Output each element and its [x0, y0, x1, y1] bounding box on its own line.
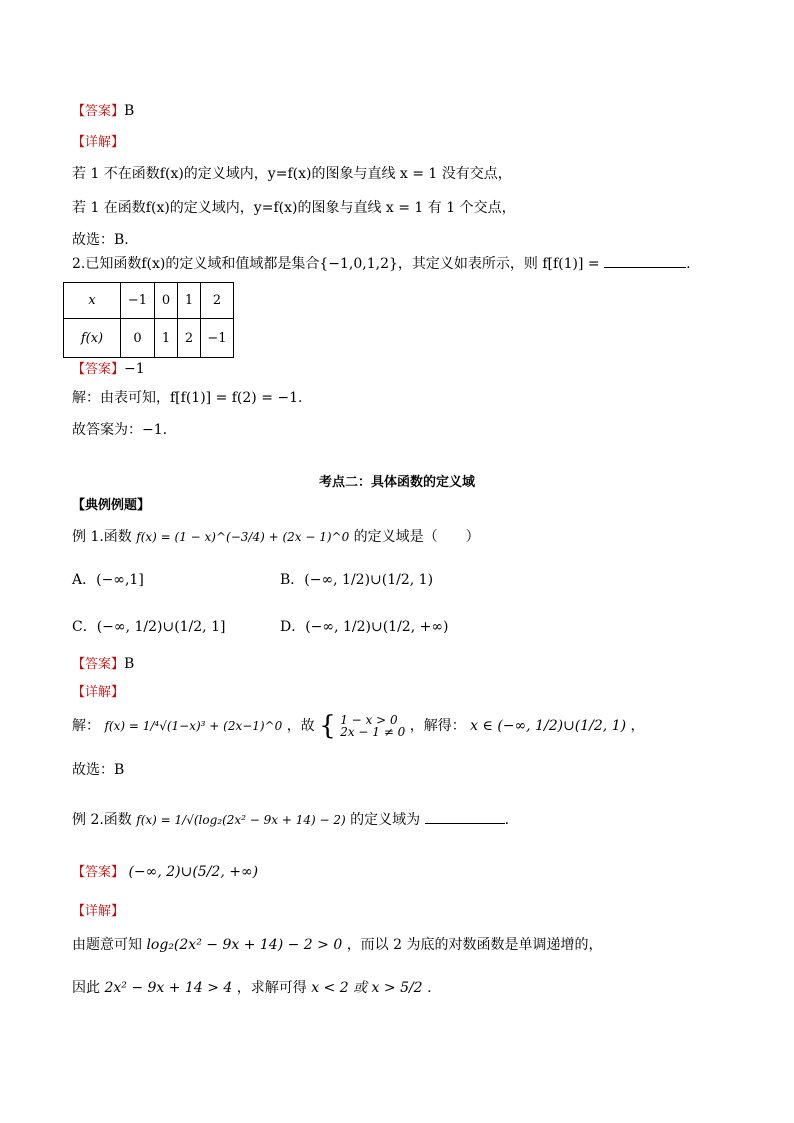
table-row	[64, 319, 234, 358]
ex2-line1	[72, 935, 603, 955]
ex1-solution	[72, 712, 645, 746]
brace-icon: {	[319, 711, 336, 741]
q2-question: 2.已知函数f(x)的定义域和值域都是集合{−1,0,1,2}，其定义如表所示，则 f[f(1)] = .	[72, 256, 691, 272]
line2-end: .	[427, 980, 432, 996]
answer-value: B	[124, 103, 135, 119]
detail-tag: 【详解】	[72, 135, 125, 150]
ex1-formula: f(x) = (1 − x)^(−3/4) + (2x − 1)^0	[136, 530, 350, 544]
q2-solution: 解：由表可知，f[f(1)] = f(2) = −1.	[72, 390, 303, 406]
q1-line1: 若 1 不在函数f(x)的定义域内，y=f(x)的图象与直线 x = 1 没有交点，	[72, 166, 512, 182]
ex2-formula: f(x) = 1/√(log₂(2x² − 9x + 14) − 2)	[136, 813, 346, 827]
table-cell: 2	[178, 319, 201, 358]
ex1-answer-line	[72, 654, 134, 675]
table-cell: 1	[155, 319, 178, 358]
solution-result: x ∈ (−∞, 1/2)∪(1/2, 1)	[470, 718, 627, 734]
ex1-question	[72, 527, 480, 547]
ex2-suffix: 的定义域为	[350, 812, 421, 828]
ex2-detail-tag	[72, 901, 124, 922]
table-header-fx: f(x)	[64, 319, 121, 358]
system-line: 2x − 1 ≠ 0	[340, 725, 406, 739]
q1-line2: 若 1 在函数f(x)的定义域内，y=f(x)的图象与直线 x = 1 有 1 个交点，	[72, 200, 516, 216]
line2-a: 因此	[72, 980, 100, 996]
q1-answer-line	[72, 101, 134, 122]
inequality-system	[340, 714, 405, 738]
answer-tag: 【答案】	[72, 104, 125, 119]
table-cell: −1	[201, 319, 234, 358]
ex2-line2	[72, 978, 432, 998]
answer-tag: 【答案】	[72, 865, 125, 880]
answer-value: (−∞, 2)∪(5/2, +∞)	[128, 864, 259, 880]
q2-answer-line	[72, 359, 145, 380]
q2-question-text: 2.已知函数f(x)的定义域和值域都是集合{−1,0,1,2}，其定义如表所示，则 f[f(1)] =	[72, 256, 600, 272]
table-cell: −1	[121, 283, 155, 319]
ex2-prefix: 例 2.函数	[72, 812, 132, 828]
q1-conclusion: 故选：B.	[72, 232, 129, 248]
line1-b: ，而以 2 为底的对数函数是单调递增的，	[346, 937, 603, 953]
detail-tag: 【详解】	[72, 904, 125, 919]
definition-table	[63, 282, 234, 358]
table-cell: 0	[121, 319, 155, 358]
answer-blank	[604, 267, 686, 268]
table-row	[64, 283, 234, 319]
q2-conclusion: 故答案为：−1.	[72, 422, 168, 438]
system-line: 1 − x > 0	[340, 713, 398, 727]
answer-value: B	[124, 656, 135, 672]
ex1-prefix: 例 1.函数	[72, 529, 132, 545]
line2-b: ，求解可得	[236, 980, 307, 996]
line2-result: x < 2 或 x > 5/2	[311, 980, 423, 996]
line2-formula: 2x² − 9x + 14 > 4	[104, 980, 233, 996]
table-cell: 1	[178, 283, 201, 319]
ex2-answer-line	[72, 862, 258, 883]
option-c: C．(−∞, 1/2)∪(1/2, 1]	[72, 619, 226, 635]
option-d: D．(−∞, 1/2)∪(1/2, +∞)	[280, 619, 449, 635]
example-tag: 【典例例题】	[72, 498, 151, 513]
ex1-detail-tag	[72, 682, 124, 703]
detail-tag: 【详解】	[72, 685, 125, 700]
ex2-question: 例 2.函数 f(x) = 1/√(log₂(2x² − 9x + 14) − 2) 的定义域为 .	[72, 812, 510, 828]
solution-mid2: ，解得：	[409, 718, 466, 734]
solution-end: ，	[630, 718, 645, 734]
solution-mid: ，故	[286, 718, 315, 734]
answer-blank	[425, 823, 505, 824]
q1-detail-tag	[72, 132, 124, 153]
line1-formula: log₂(2x² − 9x + 14) − 2 > 0	[146, 937, 343, 953]
table-cell: 0	[155, 283, 178, 319]
ex1-conclusion: 故选：B	[72, 762, 125, 778]
option-b: B．(−∞, 1/2)∪(1/2, 1)	[280, 572, 434, 588]
solution-formula: f(x) = 1/⁴√(1−x)³ + (2x−1)^0	[104, 719, 283, 733]
table-cell: 2	[201, 283, 234, 319]
table-header-x: x	[64, 283, 121, 319]
answer-value: −1	[124, 361, 145, 377]
ex1-suffix: 的定义域是（ ）	[353, 529, 480, 545]
answer-tag: 【答案】	[72, 657, 125, 672]
section-title: 考点二：具体函数的定义域	[318, 475, 475, 490]
line1-a: 由题意可知	[72, 937, 142, 953]
solution-prefix: 解：	[72, 718, 100, 734]
answer-tag: 【答案】	[72, 362, 125, 377]
option-a: A．(−∞,1]	[72, 572, 144, 588]
